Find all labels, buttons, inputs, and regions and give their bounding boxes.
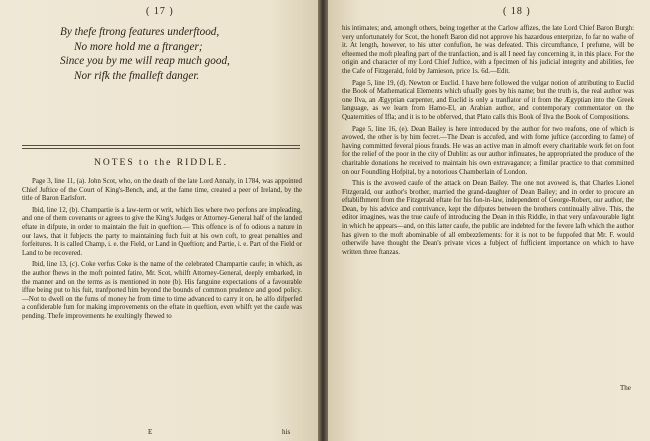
divider-rule bbox=[22, 145, 300, 146]
catchword-right: The bbox=[620, 384, 631, 392]
page-number-right: ( 18 ) bbox=[503, 6, 531, 17]
verse-stanza bbox=[60, 25, 300, 83]
note-paragraph: Page 5, line 16, (e). Dean Bailey is here introduced by the author for two reafons, one of which is avowed, the other is by him fecret.—The Dean is accufed, and with fome juftice (according to fame) of having committed feveral pious frauds. He was an active man in almoft every charitable work fet on foot for the relief of the poor in the city of Dublin: as our author infinuates, he appropriated the produce of the charitable donations he received to maintain his own extravagance; a fimilar practice to that committed on our Foundling Hofpital, by a notorious Chamberlain of London. bbox=[342, 125, 634, 176]
page-number-left: ( 17 ) bbox=[146, 6, 174, 17]
verse-line: By thefe ftrong features underftood, bbox=[60, 26, 220, 38]
verse-line: No more hold me a ftranger; bbox=[74, 40, 203, 53]
divider-rule bbox=[22, 148, 300, 149]
verse-line: Since you by me will reap much good, bbox=[60, 55, 230, 67]
notes-body-right bbox=[342, 25, 634, 260]
left-page bbox=[0, 0, 318, 441]
notes-body-left bbox=[22, 178, 302, 325]
verse-line: Nor rifk the fmalleft danger. bbox=[74, 69, 200, 82]
right-page bbox=[328, 0, 650, 441]
notes-heading: NOTES to the RIDDLE. bbox=[94, 158, 228, 168]
note-paragraph: Page 5, line 19, (d). Newton or Euclid. I have here followed the vulgar notion of attributing to Euclid the Book of Mathematical Elements which ufually goes by his name; but the truth is, the real author was one Ilva, an Ægyptian carpenter, and Euclid is only a tranflator of it from the Ægyptian into the Greek language, as we learn from Hamo-El, an Arabian author, and contemporary commentator on the Quaternities of Ifla; and it is to be obferved, that Plato calls this Book of Ilva the Book of Compositions. bbox=[342, 79, 634, 121]
book-gutter bbox=[318, 0, 328, 441]
note-paragraph: his intimates; and, amongft others, being together at the Carlow affizes, the late Lord Chief Baron Burgh: very unfortunately for Scot, the honeft Baron did not approve his hazardous enterprize, fo far no wafte of it. At length, however, to his utter confufion, he was defeated. This circumftance, I prefume, will be efteemed the moft pleafing part of the tranfaction, and is all I need fay concerning it, in this place. For the origin and character of my Lord Chief Juftice, with a fpecimen of his judicial integrity and abilities, fee the Cafe of Fitzgerald, fold by Jamieson, price 1s. 6d.—Edit. bbox=[342, 25, 634, 75]
signature-mark: E bbox=[148, 428, 153, 436]
note-paragraph: Ibid, line 12, (b). Champartie is a law-term or writ, which lies where two perfons are impleading, and one of them covenants or agrees to give the King's Judges or Attorney-General half of the landed eftate in difpute, in order to maintain the fuit in queftion.— This offence is of fo odious a nature in our laws, that it fubjects the party to maintaining fuch fuit at his own coft, to great penalties and forfeitures. It is called Champ, i. e. the Field, or Land in Queftion; and Partie, i. e. Part of the Field or Land to be recovered. bbox=[22, 206, 302, 257]
note-paragraph: Page 3, line 11, (a). John Scot, who, on the death of the late Lord Annaly, in 1784, was appointed Chief Juftice of the Court of King's-Bench, and, at the fame time, created a peer of Ireland, by the title of Baron Earlsfort. bbox=[22, 178, 302, 203]
note-paragraph: This is the avowed caufe of the attack on Dean Bailey. The one not avowed is, that Charles Lionel Fitzgerald, our author's brother, married the grand-daughter of Dean Bailey; and in order to procure an eftablifhment from the Fitzgerald eftate for his fon-in-law, independent of George-Robert, our author, the Dean, by his advice and contrivance, kept the difputes between the brothers continually alive. This, the editor imagines, was the true caufe of introducing the Dean in this Riddle, in that very unfavourable light in which he appears—and, on this latter caufe, the public are indebted for the fevere lafh which the author has given to the moft abominable of all embezzlements: for it is not to be fuppofed that Mr. F. would otherwife have thought the Dean's private vices a fubject of fufficient importance on which to have written three ftanzas. bbox=[342, 180, 634, 256]
catchword-left: his bbox=[282, 428, 291, 436]
note-paragraph: Ibid, line 13, (c). Coke verfus Coke is the name of the celebrated Champartie caufe; in which, as the author fhews in the moft pointed fatire, Mr. Scot, whilft Attorney-General, deeply embarked, in the manner and on the terms as is mentioned in note (b). His fanguine expectations of a favourable iffue being put to his fuit, tranfported him beyond the bounds of common prudence and good policy.—Not to dwell on the fums of money he from time to time advanced to carry it on, he alfo difperfed a confiderable fum for making improvements on the eftate in queftion, even whilft yet the caufe was pending. Thefe improvements he exultingly fhewed to bbox=[22, 261, 302, 320]
